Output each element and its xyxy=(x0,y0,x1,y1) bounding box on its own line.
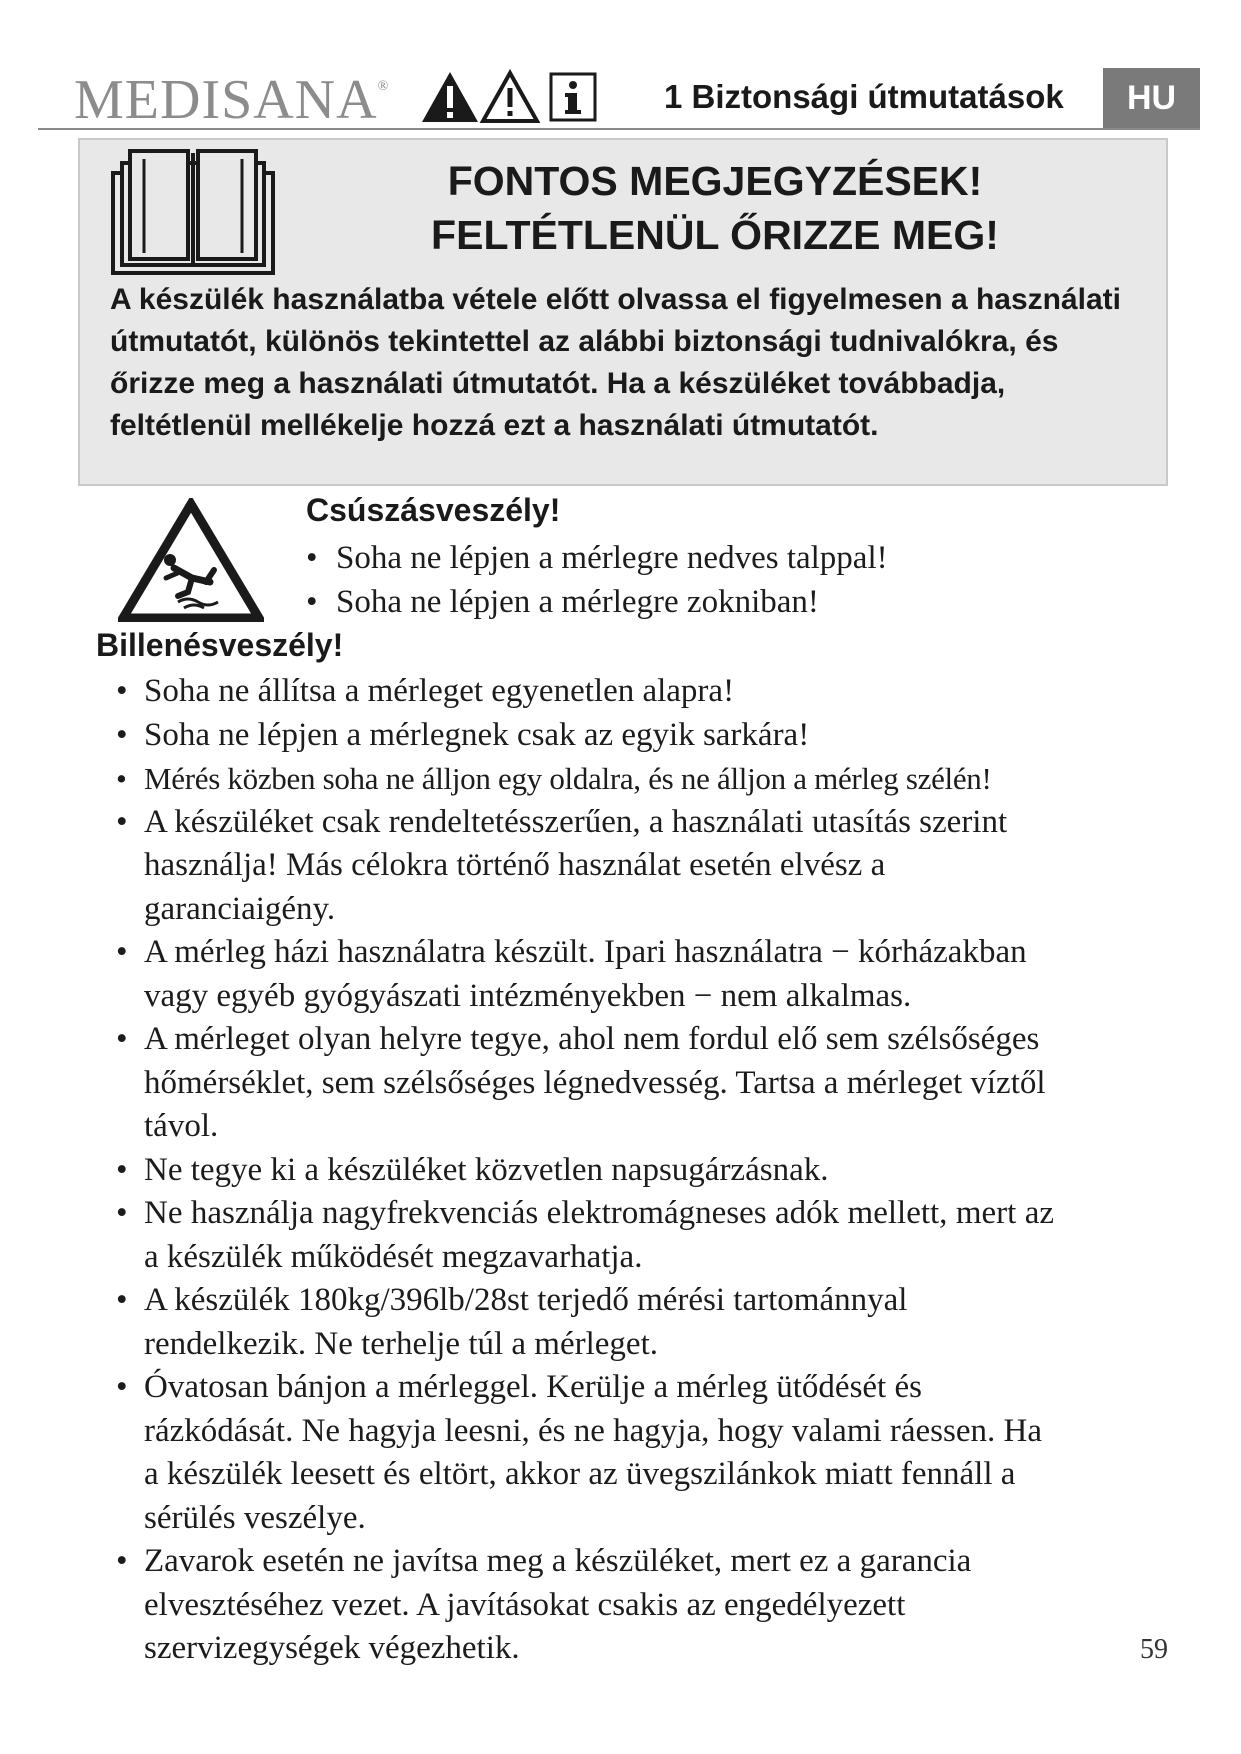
header-icons xyxy=(420,68,600,126)
list-item: • Ne használja nagyfrekvenciás elektromágneses adók mellett, mert az a készülék működését megzavarhatja. xyxy=(94,1192,1054,1279)
tip-hazard-title: Billenésveszély! xyxy=(96,627,344,663)
list-item: • A mérleget olyan helyre tegye, ahol nem fordul elő sem szélsőséges hőmérséklet, sem szélsőséges légnedvesség. Tartsa a mérleget víztől távol. xyxy=(94,1018,1054,1149)
important-notice-box xyxy=(78,138,1168,486)
brand-logo xyxy=(74,69,390,131)
manual-book-icon xyxy=(110,145,276,280)
list-item: • Soha ne lépjen a mérlegre zokniban! xyxy=(306,580,888,624)
info-icon xyxy=(551,74,595,120)
brand-name: MEDISANA xyxy=(74,69,378,131)
brand-registered-mark: ® xyxy=(377,79,390,94)
list-item: • Soha ne lépjen a mérlegre nedves talppal! xyxy=(306,536,888,580)
list-item: • Óvatosan bánjon a mérleggel. Kerülje a mérleg ütődését és rázkódását. Ne hagyja leesni, és ne hagyja, hogy valami ráessen. Ha a készülék leesett és eltört, akkor az üvegszilánkok miatt fennáll a sérülés veszélye. xyxy=(94,1366,1054,1540)
page-number: 59 xyxy=(1140,1634,1168,1665)
list-item: • Soha ne állítsa a mérleget egyenetlen alapra! xyxy=(94,670,1054,714)
list-item: • Zavarok esetén ne javítsa meg a készüléket, mert ez a garancia elvesztéséhez vezet. A javításokat csakis az engedélyezett szervizegységek végezhetik. xyxy=(94,1540,1054,1671)
notice-heading xyxy=(300,154,1130,262)
list-item: • A készülék 180kg/396lb/28st terjedő mérési tartománnyal rendelkezik. Ne terhelje túl a mérleget. xyxy=(94,1279,1054,1366)
list-item: • Soha ne lépjen a mérlegnek csak az egyik sarkára! xyxy=(94,714,1054,758)
section-title: 1 Biztonsági útmutatások xyxy=(664,78,1064,115)
list-item: • Mérés közben soha ne álljon egy oldalra, és ne álljon a mérleg szélén! xyxy=(94,757,1054,801)
notice-body-text: A készülék használatba vétele előtt olvassa el figyelmesen a használati útmutatót, különös tekintettel az alábbi biztonsági tudnivalókra, és őrizze meg a használati útmutatót. Ha a készüléket továbbadja, feltétlenül mellékelje hozzá ezt a használati útmutatót. xyxy=(110,283,1122,442)
list-item: • A készüléket csak rendeltetésszerűen, a használati utasítás szerint használja! Más célokra történő használat esetén elvész a garanciaigény. xyxy=(94,801,1054,932)
warning-filled-icon xyxy=(422,72,478,122)
page-header xyxy=(38,68,1200,130)
slip-hazard-icon xyxy=(118,498,264,627)
notice-heading-line2: FELTÉTLENÜL ŐRIZZE MEG! xyxy=(431,212,999,258)
slip-hazard-list xyxy=(306,536,888,624)
warning-outline-icon xyxy=(483,73,537,121)
list-item: • A mérleg házi használatra készült. Ipari használatra − kórházakban vagy egyéb gyógyászati intézményekben − nem alkalmas. xyxy=(94,931,1054,1018)
list-item: • Ne tegye ki a készüléket közvetlen napsugárzásnak. xyxy=(94,1149,1054,1193)
notice-heading-line1: FONTOS MEGJEGYZÉSEK! xyxy=(447,158,983,204)
slip-hazard-title: Csúszásveszély! xyxy=(306,492,561,528)
notice-body xyxy=(110,279,1150,447)
language-tab: HU xyxy=(1103,68,1200,128)
tip-hazard-list xyxy=(94,670,1054,1671)
